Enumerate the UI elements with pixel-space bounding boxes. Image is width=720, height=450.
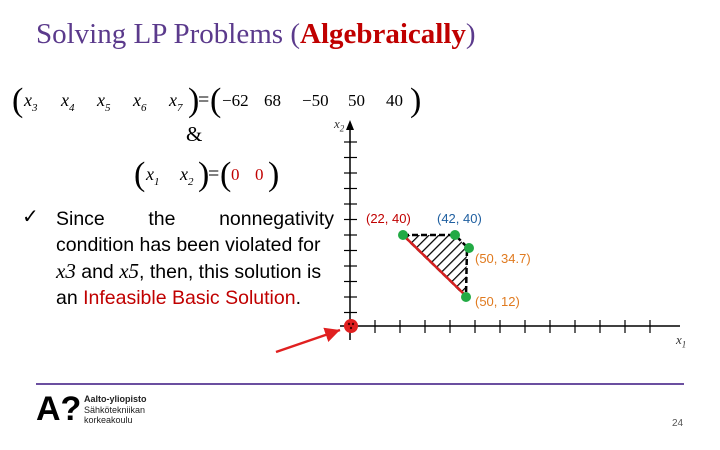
aalto-logo-icon [36,392,80,424]
value-x7: 40 [386,91,403,110]
var-x3: $x_3$ [24,90,38,114]
svg-text:=: = [198,89,210,111]
var-x5: $x_5$ [97,90,111,114]
bullet-line-4: an Infeasible Basic Solution. [56,287,301,309]
page-number: 24 [672,418,684,429]
bullet-line-1: Since the nonnegativity [56,208,334,230]
infeasible-label: Infeasible Basic Solution [83,287,296,309]
value-x5: −50 [302,91,329,110]
vertex-point [461,292,471,302]
svg-text:): ) [188,84,200,119]
var-x2: $x_2$ [180,164,194,188]
pointer-arrow [276,330,340,352]
bullet-line-2: condition has been violated for [56,234,321,256]
svg-text:(: ( [134,158,146,193]
logo-text: Aalto-yliopisto Sähkötekniikan korkeakoulu [84,394,147,425]
svg-text:(: ( [220,158,232,193]
var-x1: $x_1$ [146,164,160,188]
title-close-paren: ) [465,18,476,50]
footer-divider [36,383,684,385]
point-label-42-40: (42, 40) [437,211,482,226]
svg-text:A?: A? [36,392,80,424]
point-label-50-12: (50, 12) [475,294,520,309]
svg-text:): ) [268,158,280,193]
value-x2: 0 [255,165,264,184]
var-x6: $x_6$ [133,90,147,114]
open-paren: ( [12,84,24,119]
title-highlight: Algebraically [300,18,466,50]
var-x7: $x_7$ [169,90,183,114]
svg-text:=: = [208,163,220,185]
value-x4: 68 [264,91,281,110]
svg-text:): ) [410,84,422,119]
svg-text:(: ( [210,84,222,119]
origin-point [344,319,358,333]
value-x1: 0 [231,165,240,184]
x-axis-label: $x_1$ [676,332,687,350]
title-main: Solving LP Problems [36,18,291,50]
vertex-point [398,230,408,240]
y-axis-label: $x_2$ [334,116,345,134]
ampersand: & [186,122,203,146]
vertex-point [464,243,474,253]
point-label-22-40: (22, 40) [366,211,411,226]
vertex-point [450,230,460,240]
title-open-paren: ( [290,18,300,50]
value-x6: 50 [348,91,365,110]
check-icon: ✓ [22,204,39,228]
bullet-line-3: x3 and x5, then, this solution is [56,259,322,283]
aalto-logo [36,392,80,429]
svg-text:): ) [198,158,210,193]
point-label-50-34-7: (50, 34.7) [475,251,531,266]
var-x4: $x_4$ [61,90,75,114]
value-x3: −62 [222,91,249,110]
